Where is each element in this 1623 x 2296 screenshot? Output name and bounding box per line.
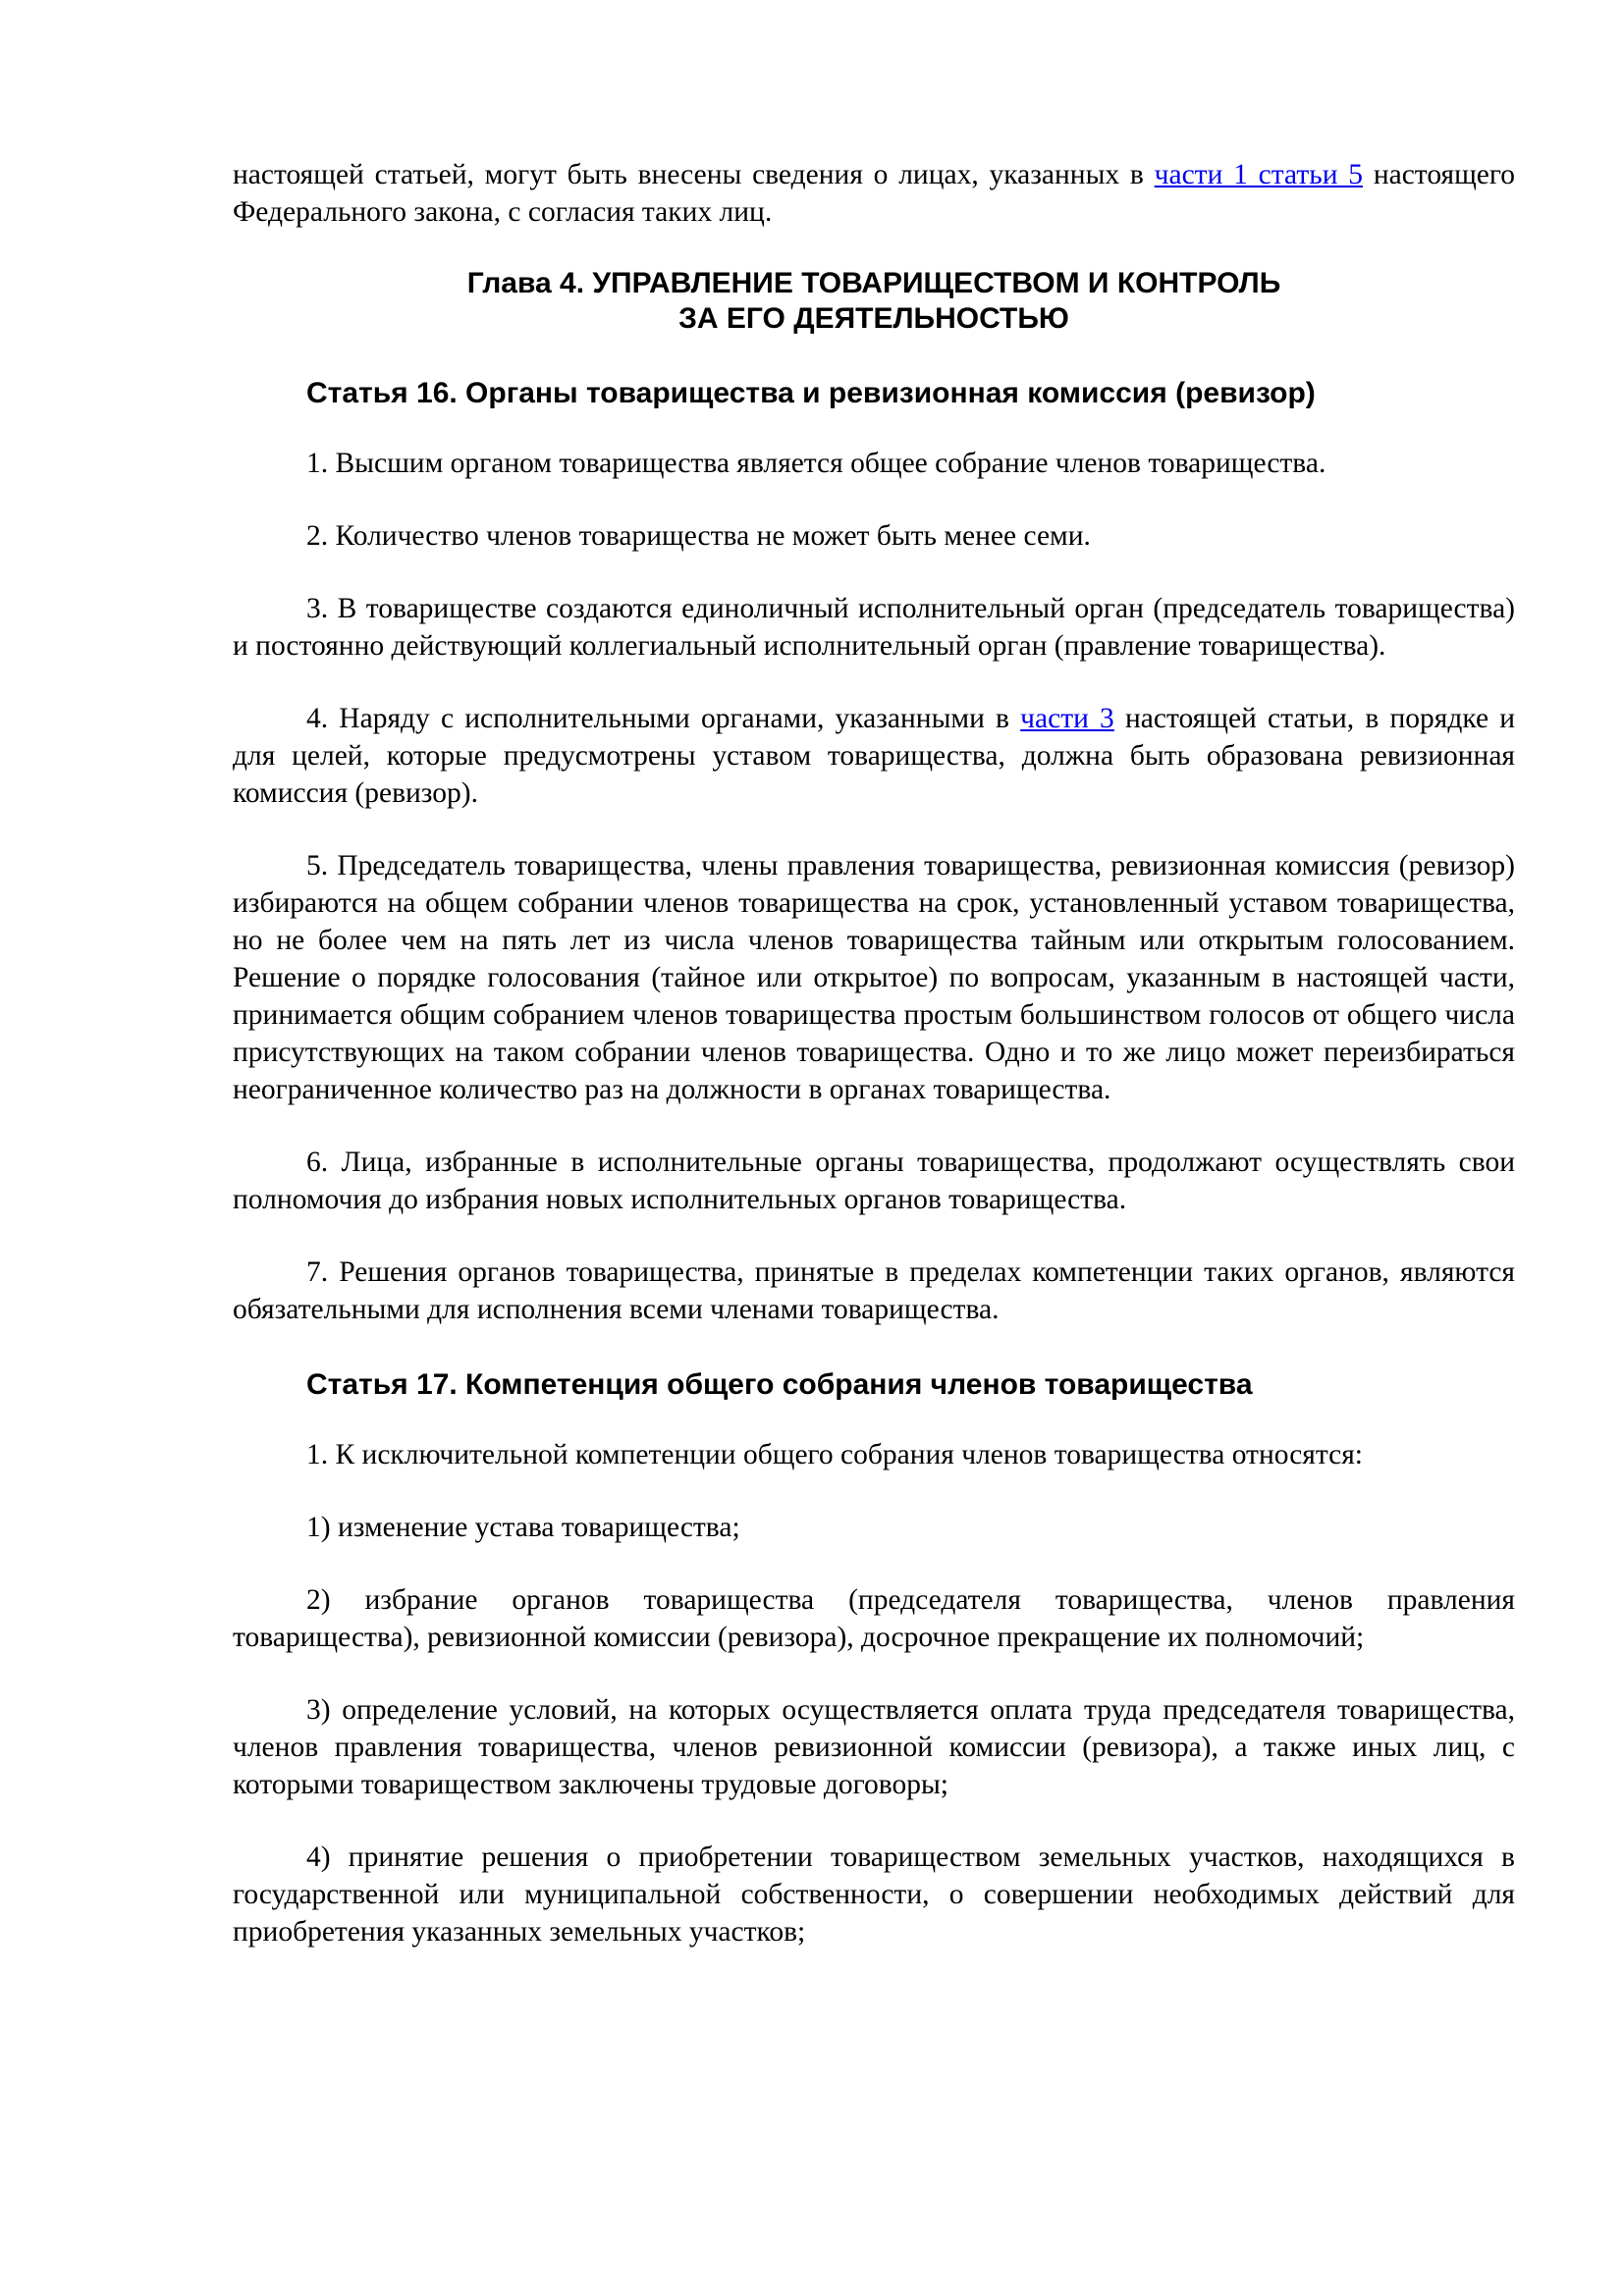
article-16-paragraph-3: 3. В товариществе создаются единоличный исполнительный орган (председатель товарищества) и постоянно действующий коллегиальный исполнительный орган (правление товарищества). (233, 593, 1515, 662)
intro-text-before: настоящей статьей, могут быть внесены сведения о лицах, указанных в (233, 159, 1155, 190)
article-17-item-4: 4) принятие решения о приобретении товариществом земельных участков, находящихся в государственной или муниципальной собственности, о совершении необходимых действий для приобретения указанных земельных участков; (233, 1842, 1515, 1948)
article-17-item-1: 1) изменение устава товарищества; (306, 1512, 740, 1543)
article-16-paragraph-6: 6. Лица, избранные в исполнительные органы товарищества, продолжают осуществлять свои полномочия до избрания новых исполнительных органов товарищества. (233, 1147, 1515, 1215)
link-part1-article5[interactable]: части 1 статьи 5 (1154, 159, 1364, 190)
article-16-paragraph-7: 7. Решения органов товарищества, принятые в пределах компетенции таких органов, являются обязательными для исполнения всеми членами товарищества. (233, 1256, 1515, 1325)
paragraph-4-text-after: настоящей статьи, в порядке и для целей, которые предусмотрены уставом товарищества, должна быть образована ревизионная комиссия (ревизор). (233, 703, 1515, 809)
article-16-paragraph-2: 2. Количество членов товарищества не может быть менее семи. (306, 520, 1091, 552)
chapter-title-line1: Глава 4. УПРАВЛЕНИЕ ТОВАРИЩЕСТВОМ И КОНТРОЛЬ (466, 267, 1281, 299)
chapter-heading (233, 266, 1515, 337)
chapter-title-line2: ЗА ЕГО ДЕЯТЕЛЬНОСТЬЮ (678, 302, 1069, 335)
article-17-item-3: 3) определение условий, на которых осуществляется оплата труда председателя товарищества, членов правления товарищества, членов ревизионной комиссии (ревизора), а также иных лиц, с которыми товариществом заключены трудовые договоры; (233, 1694, 1515, 1800)
document-page (233, 156, 1515, 1950)
article-16-paragraph-4 (233, 700, 1515, 812)
paragraph-4-text-before: 4. Наряду с исполнительными органами, указанными в (306, 703, 1021, 734)
link-part3[interactable]: части 3 (1020, 703, 1114, 734)
intro-text-after: настоящего Федерального закона, с согласия таких лиц. (233, 159, 1515, 228)
article-16-paragraph-5: 5. Председатель товарищества, члены правления товарищества, ревизионная комиссия (ревизор) избираются на общем собрании членов товарищества на срок, установленный уставом товарищества, но не более чем на пять лет из числа членов товарищества тайным или открытым голосованием. Решение о порядке голосования (тайное или открытое) по вопросам, указанным в настоящей части, принимается общим собранием членов товарищества простым большинством голосов от общего числа присутствующих на таком собрании членов товарищества. Одно и то же лицо может переизбираться неограниченное количество раз на должности в органах товарищества. (233, 850, 1515, 1105)
intro-paragraph (233, 156, 1515, 231)
article-17-title: Статья 17. Компетенция общего собрания членов товарищества (306, 1368, 1253, 1401)
article-16-paragraph-1: 1. Высшим органом товарищества является общее собрание членов товарищества. (306, 448, 1326, 479)
article-16-title: Статья 16. Органы товарищества и ревизионная комиссия (ревизор) (306, 377, 1316, 409)
article-17-item-2: 2) избрание органов товарищества (председателя товарищества, членов правления товарищества), ревизионной комиссии (ревизора), досрочное прекращение их полномочий; (233, 1584, 1515, 1653)
article-17-paragraph-1: 1. К исключительной компетенции общего собрания членов товарищества относятся: (306, 1439, 1363, 1470)
